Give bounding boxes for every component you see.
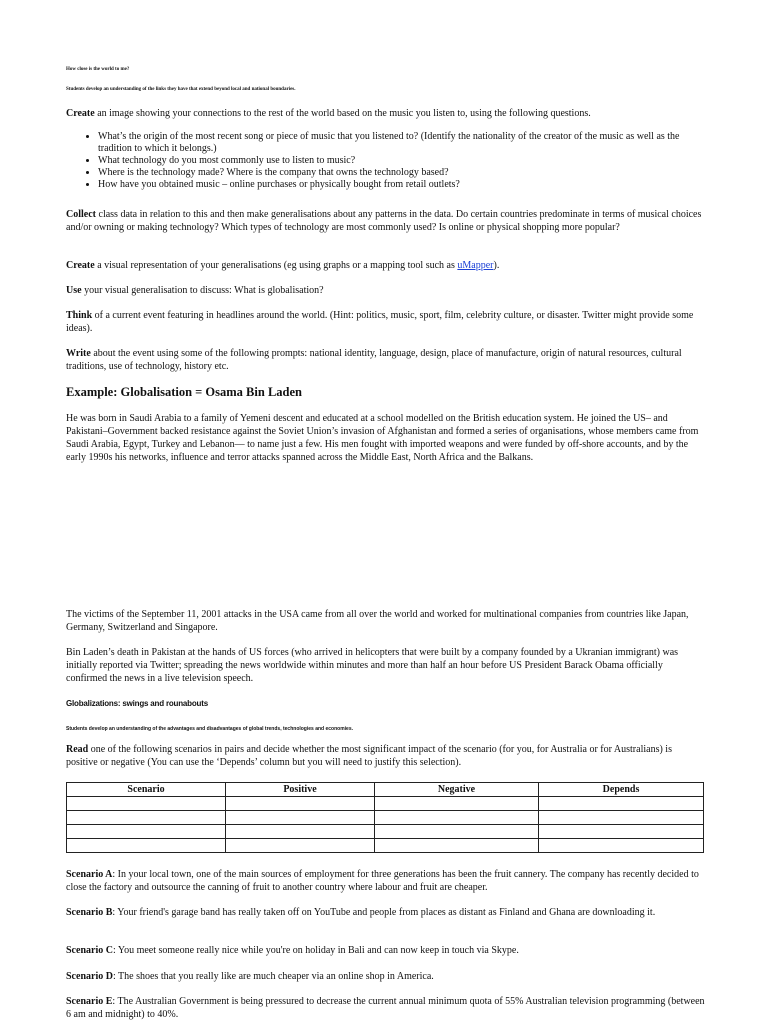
- create-text: an image showing your connections to the rest of the world based on the music you listen to, using the following questions.: [94, 108, 591, 119]
- think-text: of a current event featuring in headlines around the world. (Hint: politics, music, sport, film, celebrity culture, or disaster. Twitter might provide some ideas).: [66, 310, 694, 334]
- list-item: • How have you obtained music – online purchases or physically bought from retail outlets?: [98, 179, 706, 191]
- use-instruction: [66, 284, 706, 297]
- table-cell[interactable]: [67, 825, 226, 839]
- example-paragraph-2: The victims of the September 11, 2001 attacks in the USA came from all over the world and worked for multinational companies from countries like Japan, Germany, Switzerland and Singapore.: [66, 609, 689, 633]
- scenario-a-text: : In your local town, one of the main sources of employment for three generations has been the fruit cannery. The company has recently decided to close the factory and outsource the canning of fruit to another country where labour and fruit are cheaper.: [66, 869, 699, 893]
- create-lead: Create: [66, 108, 95, 119]
- create-visual-instruction: [66, 259, 706, 272]
- table-cell[interactable]: [67, 797, 226, 811]
- scenario-b: [66, 906, 706, 919]
- table-row: [67, 797, 704, 811]
- header-scenario: Scenario: [67, 783, 226, 797]
- think-lead: Think: [66, 310, 93, 321]
- table-cell[interactable]: [67, 839, 226, 853]
- table-cell[interactable]: [539, 797, 704, 811]
- create-visual-tail: ).: [493, 260, 500, 271]
- table-cell[interactable]: [539, 811, 704, 825]
- header-depends: Depends: [539, 783, 704, 797]
- scenario-table: [66, 782, 704, 853]
- scenario-c-text: : You meet someone really nice while you're on holiday in Bali and can now keep in touch via Skype.: [112, 945, 519, 956]
- scenario-c: [66, 944, 706, 957]
- question-list: [66, 131, 706, 191]
- example-paragraph-3: Bin Laden’s death in Pakistan at the hands of US forces (who arrived in helicopters that were built by a company founded by a Ukranian immigrant) was initially reported via Twitter; spreading the news worldwide within minutes and more than half an hour before US President Barack Obama officially confirmed the news in a live television speech.: [66, 647, 679, 684]
- scenario-e-text: : The Australian Government is being pressured to decrease the current annual minimum quota of 55% Australian television programming (between 6 am and midnight) to 40%.: [66, 996, 705, 1020]
- use-lead: Use: [66, 285, 82, 296]
- collect-instruction: [66, 208, 706, 234]
- create-instruction: [66, 107, 706, 120]
- umapper-link[interactable]: uMapper: [457, 260, 494, 271]
- create-visual-lead: Create: [66, 260, 95, 271]
- table-header-row: [67, 783, 704, 797]
- scenario-e-lead: Scenario E: [66, 996, 113, 1007]
- use-text: your visual generalisation to discuss: What is globalisation?: [81, 285, 324, 296]
- table-row: [67, 811, 704, 825]
- table-cell[interactable]: [375, 839, 539, 853]
- scenario-e: [66, 995, 706, 1021]
- scenario-b-text: : Your friend's garage band has really taken off on YouTube and people from places as distant as Finland and Ghana are downloading it.: [112, 907, 656, 918]
- intro-note: Students develop an understanding of the links they have that extend beyond local and national boundaries.: [66, 87, 296, 92]
- collect-text: class data in relation to this and then make generalisations about any patterns in the data. Do certain countries predominate in terms of musical choices and/or owning or making technology? Which types of technology are most commonly used? Is online or physical shopping more popular?: [66, 209, 702, 233]
- section-heading: Globalizations: swings and rounabouts: [66, 699, 208, 708]
- think-instruction: [66, 309, 706, 335]
- table-cell[interactable]: [375, 797, 539, 811]
- scenario-d-lead: Scenario D: [66, 971, 113, 982]
- table-cell[interactable]: [539, 839, 704, 853]
- scenario-d-text: : The shoes that you really like are much cheaper via an online shop in America.: [112, 971, 434, 982]
- read-text: one of the following scenarios in pairs and decide whether the most significant impact of the scenario (for you, for Australia or for Australians) is positive or negative (You can use the ‘Depends’ column but you will need to justify this selection).: [66, 744, 672, 768]
- table-cell[interactable]: [226, 839, 375, 853]
- page-title: How close is the world to me?: [66, 67, 130, 72]
- collect-lead: Collect: [66, 209, 96, 220]
- header-negative: Negative: [375, 783, 539, 797]
- scenario-a: [66, 868, 706, 894]
- list-item: • What technology do you most commonly use to listen to music?: [98, 155, 706, 167]
- list-item: • Where is the technology made? Where is the company that owns the technology based?: [98, 167, 706, 179]
- table-row: [67, 825, 704, 839]
- table-cell[interactable]: [67, 811, 226, 825]
- table-cell[interactable]: [539, 825, 704, 839]
- table-cell[interactable]: [226, 797, 375, 811]
- example-paragraph-1: He was born in Saudi Arabia to a family of Yemeni descent and educated at a school modelled on the British education system. He joined the US– and Pakistani–Government backed resistance against the Soviet Union’s invasion of Afghanistan and formed a series of organisations, whose members came from Saudi Arabia, Egypt, Turkey and Lebanon— to name just a few. His men fought with imported weapons and were funded by off-shore accounts, and by the early 1990s his networks, influence and terror attacks spanned across the Middle East, North Africa and the Balkans.: [66, 413, 699, 463]
- create-visual-text: a visual representation of your generalisations (eg using graphs or a mapping tool such as: [94, 260, 458, 271]
- header-positive: Positive: [226, 783, 375, 797]
- read-lead: Read: [66, 744, 89, 755]
- scenario-c-lead: Scenario C: [66, 945, 113, 956]
- table-cell[interactable]: [375, 811, 539, 825]
- scenario-d: [66, 970, 706, 983]
- write-instruction: [66, 347, 706, 373]
- example-heading: Example: Globalisation = Osama Bin Laden: [66, 385, 302, 399]
- scenario-a-lead: Scenario A: [66, 869, 113, 880]
- table-cell[interactable]: [226, 825, 375, 839]
- table-cell[interactable]: [226, 811, 375, 825]
- write-lead: Write: [66, 348, 91, 359]
- table-row: [67, 839, 704, 853]
- list-item: • What’s the origin of the most recent song or piece of music that you listened to? (Identify the nationality of the creator of the music as well as the tradition to which it belongs.): [98, 131, 706, 155]
- table-cell[interactable]: [375, 825, 539, 839]
- section-note: Students develop an understanding of the advantages and disadvantages of global trends, technologies and economies.: [66, 726, 353, 732]
- write-text: about the event using some of the following prompts: national identity, language, design, place of manufacture, origin of natural resources, cultural traditions, use of technology, history etc.: [66, 348, 682, 372]
- scenario-b-lead: Scenario B: [66, 907, 113, 918]
- read-instruction: [66, 743, 706, 769]
